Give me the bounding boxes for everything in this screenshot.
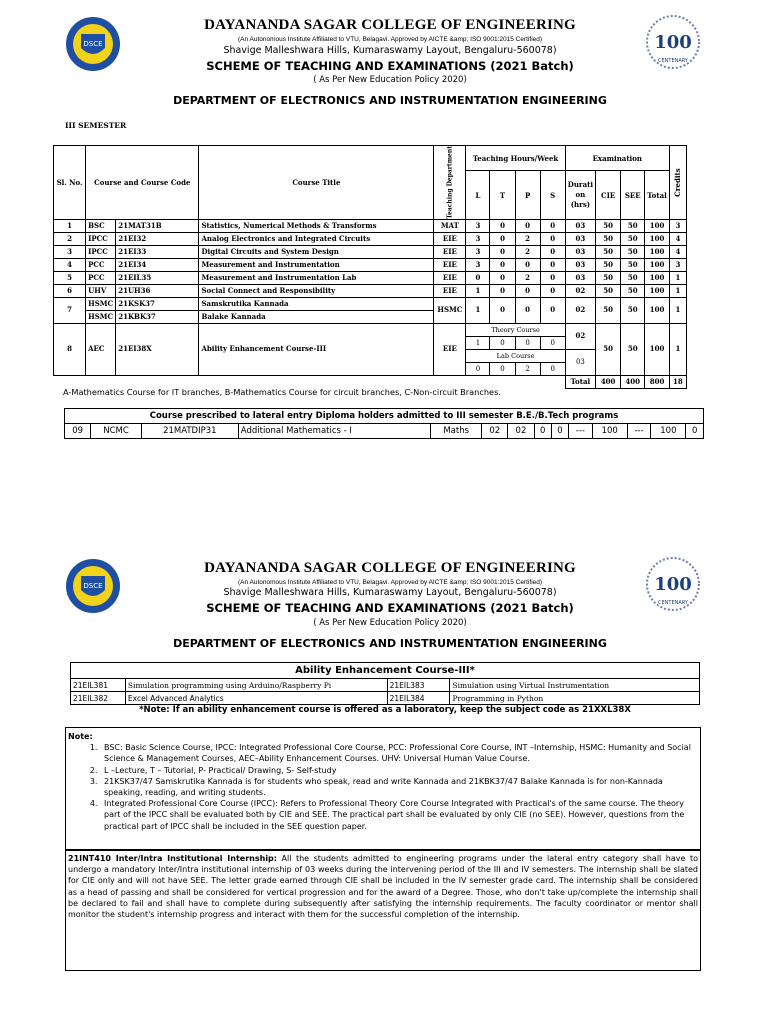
theory-P: 0 [515, 336, 540, 349]
department: DEPARTMENT OF ELECTRONICS AND INSTRUMENTATION ENGINEERING [173, 94, 607, 107]
row-P: 0 [515, 219, 540, 232]
lat-dept: Maths [431, 424, 482, 439]
row-type: HSMC [86, 297, 116, 310]
row-code: 21EI33 [116, 245, 199, 258]
lat-cie: 100 [592, 424, 627, 439]
aec-table [70, 662, 700, 705]
row-duration-theory: 02 [565, 323, 595, 349]
row-title: Measurement and Instrumentation [199, 258, 434, 271]
theory-label: Theory Course [466, 323, 565, 336]
policy: ( As Per New Education Policy 2020) [313, 75, 467, 85]
row-title: Ability Enhancement Course-III [199, 323, 434, 375]
total-label: Total [565, 375, 595, 388]
col-see: SEE [621, 171, 645, 220]
col-L: L [466, 171, 490, 220]
row-P: 2 [515, 271, 540, 284]
col-duration: Durati on (hrs) [565, 171, 595, 220]
scheme-row [54, 232, 687, 245]
note-item: 1. BSC: Basic Science Course, IPCC: Integrated Professional Core Course, PCC: Professional Core Course, INT –Internship, HSMC: Humanity and Social Science & Management Courses, AEC–Ability Enhancement Courses. UHV: Universal Human Value Course. [100, 742, 700, 764]
row-title: Balake Kannada [199, 310, 434, 323]
row-sl: 3 [54, 245, 86, 258]
row-see: 50 [621, 271, 645, 284]
row-credits: 3 [669, 219, 686, 232]
lateral-table [64, 408, 704, 439]
row-see: 50 [621, 232, 645, 245]
row-dept: EIE [434, 323, 466, 375]
scheme-row [54, 219, 687, 232]
centenary-number: 100 [654, 32, 692, 53]
col-sl: Sl. No. [54, 146, 86, 220]
col-teaching-dept: Teaching Department [434, 146, 466, 220]
row-credits: 1 [669, 297, 686, 323]
row-sl: 7 [54, 297, 86, 323]
row-type: AEC [86, 323, 116, 375]
row-sl: 6 [54, 284, 86, 297]
scheme-table [53, 145, 687, 389]
centenary-logo [645, 556, 701, 612]
row-T: 0 [490, 297, 515, 323]
logo-text: DSCE [83, 40, 103, 48]
row-T: 0 [490, 232, 515, 245]
row-L: 3 [466, 245, 490, 258]
row-dept: EIE [434, 232, 466, 245]
footnote: A-Mathematics Course for IT branches, B-Mathematics Course for circuit branches, C-Non-circuit Branches. [63, 387, 501, 397]
row-see: 50 [621, 284, 645, 297]
row-T: 0 [490, 271, 515, 284]
aec-course: Simulation using Virtual Instrumentation [450, 679, 700, 692]
centenary-number: 100 [654, 574, 692, 595]
row-code: 21KBK37 [116, 310, 199, 323]
affiliation: (An Autonomous Institute Affiliated to VTU, Belagavi. Approved by AICTE &amp; ISO 9001:2015 Certified) [237, 579, 543, 586]
row-type: IPCC [86, 232, 116, 245]
row-T: 0 [490, 284, 515, 297]
row-P: 2 [515, 245, 540, 258]
policy: ( As Per New Education Policy 2020) [313, 618, 467, 628]
college-name: DAYANANDA SAGAR COLLEGE OF ENGINEERING [204, 560, 576, 576]
row-cie: 50 [596, 297, 621, 323]
col-T: T [490, 171, 515, 220]
row-cie: 50 [596, 245, 621, 258]
row-title: Analog Electronics and Integrated Circuits [199, 232, 434, 245]
row-see: 50 [621, 297, 645, 323]
row-total: 100 [645, 297, 670, 323]
aec-course: Programming in Python [450, 692, 700, 705]
lab-label: Lab Course [466, 349, 565, 362]
row-type: PCC [86, 258, 116, 271]
row-total: 100 [645, 245, 670, 258]
row-duration: 02 [565, 284, 595, 297]
row-S: 0 [540, 284, 565, 297]
col-teaching-hours: Teaching Hours/Week [466, 146, 565, 171]
semester-label: III SEMESTER [65, 121, 127, 130]
col-total: Total [645, 171, 670, 220]
lat-S: 0 [551, 424, 568, 439]
scheme-title: SCHEME OF TEACHING AND EXAMINATIONS (2021 Batch) [206, 601, 574, 615]
note-item: 2. L –Lecture, T – Tutorial, P- Practical/ Drawing, S- Self-study [100, 765, 700, 776]
lab-P: 2 [515, 362, 540, 375]
lab-S: 0 [540, 362, 565, 375]
row-total: 100 [645, 284, 670, 297]
college-name: DAYANANDA SAGAR COLLEGE OF ENGINEERING [204, 17, 576, 33]
internship-text: All the students admitted to engineering programs under the lateral entry category shall have to undergo a mandatory Inter/Intra institutional internship of 03 weeks during the intervening period of the III and IV semesters. The internship shall be slated for CIE only and will not have SEE. The letter grade earned through CIE shall be included in the IV semester grade card. The internship shall be considered as a head of passing and shall be considered for vertical progression and for the award of a Degree. Those, who don't take up/complete the internship shall be declared to fail and shall have to complete during subsequently after satisfying the internship requirements. The faculty coordinator or mentor shall monitor the student's internship progress and interact with them for the successful completion of the internship. [68, 854, 698, 920]
internship-box [65, 850, 701, 971]
row-L: 3 [466, 219, 490, 232]
scheme-row [54, 271, 687, 284]
row-title: Social Connect and Responsibility [199, 284, 434, 297]
row-total: 100 [645, 271, 670, 284]
scheme-row [54, 258, 687, 271]
row-L: 0 [466, 271, 490, 284]
row-dept: MAT [434, 219, 466, 232]
row-title: Samskrutika Kannada [199, 297, 434, 310]
aec-title: Ability Enhancement Course-III* [71, 663, 700, 679]
lat-L: 02 [482, 424, 508, 439]
row-title: Measurement and Instrumentation Lab [199, 271, 434, 284]
notes-list [68, 742, 700, 832]
lat-T: 02 [508, 424, 534, 439]
row-S: 0 [540, 219, 565, 232]
address: Shavige Malleshwara Hills, Kumaraswamy Layout, Bengaluru-560078) [223, 587, 557, 598]
row-total: 100 [645, 219, 670, 232]
notes-title: Note: [68, 732, 93, 741]
lab-L: 0 [466, 362, 490, 375]
scheme-row [54, 284, 687, 297]
lat-see: --- [627, 424, 651, 439]
row-L: 3 [466, 258, 490, 271]
row-duration: 03 [565, 219, 595, 232]
row-sl: 8 [54, 323, 86, 375]
row-code: 21EI34 [116, 258, 199, 271]
row-duration: 03 [565, 245, 595, 258]
lat-dur: --- [569, 424, 593, 439]
row-S: 0 [540, 297, 565, 323]
col-credits: Credits [669, 146, 686, 220]
aec-course: Simulation programming using Arduino/Raspberry Pi [125, 679, 387, 692]
total-total: 800 [645, 375, 670, 388]
row-L: 1 [466, 297, 490, 323]
aec-code: 21EIL383 [387, 679, 450, 692]
col-cie: CIE [596, 171, 621, 220]
total-cie: 400 [596, 375, 621, 388]
row-duration: 02 [565, 297, 595, 323]
row-dept: EIE [434, 271, 466, 284]
note-item: 4. Integrated Professional Core Course (IPCC): Refers to Professional Theory Core Course Integrated with Practical's of the same course. The theory part of the IPCC shall be evaluated both by CIE and SEE. The practical part shall be evaluated by only CIE (no SEE). However, questions from the practical part of IPCC shall be included in the SEE question paper. [100, 798, 700, 832]
row-duration: 03 [565, 258, 595, 271]
total-see: 400 [621, 375, 645, 388]
row-total: 100 [645, 232, 670, 245]
row-dept: EIE [434, 258, 466, 271]
row-cie: 50 [596, 271, 621, 284]
row-code: 21EI38X [116, 323, 199, 375]
row-S: 0 [540, 232, 565, 245]
lat-sl: 09 [65, 424, 91, 439]
row-credits: 4 [669, 232, 686, 245]
theory-T: 0 [490, 336, 515, 349]
row-code: 21EI32 [116, 232, 199, 245]
row-cie: 50 [596, 219, 621, 232]
row-S: 0 [540, 245, 565, 258]
internship-title: 21INT410 Inter/Intra Institutional Internship: [68, 854, 277, 863]
college-logo [65, 558, 121, 614]
row-S: 0 [540, 271, 565, 284]
row-see: 50 [621, 219, 645, 232]
aec-course: Excel Advanced Analytics [125, 692, 387, 705]
col-course: Course and Course Code [86, 146, 199, 220]
row-code: 21UH36 [116, 284, 199, 297]
row-cie: 50 [596, 258, 621, 271]
address: Shavige Malleshwara Hills, Kumaraswamy Layout, Bengaluru-560078) [223, 45, 557, 56]
row-see: 50 [621, 323, 645, 375]
row-P: 2 [515, 232, 540, 245]
row-type: UHV [86, 284, 116, 297]
lat-credits: 0 [686, 424, 704, 439]
department: DEPARTMENT OF ELECTRONICS AND INSTRUMENTATION ENGINEERING [173, 637, 607, 650]
col-P: P [515, 171, 540, 220]
row-P: 0 [515, 258, 540, 271]
row-cie: 50 [596, 323, 621, 375]
row-sl: 1 [54, 219, 86, 232]
scheme-title: SCHEME OF TEACHING AND EXAMINATIONS (2021 Batch) [206, 59, 574, 73]
row-P: 0 [515, 284, 540, 297]
row-total: 100 [645, 258, 670, 271]
centenary-logo [645, 14, 701, 70]
lat-type: NCMC [91, 424, 142, 439]
centenary-label: CENTENARY [658, 600, 688, 606]
row-L: 1 [466, 284, 490, 297]
lat-P: 0 [534, 424, 551, 439]
aec-code: 21EIL381 [71, 679, 126, 692]
row-duration: 03 [565, 271, 595, 284]
centenary-label: CENTENARY [658, 58, 688, 64]
lateral-title: Course prescribed to lateral entry Diploma holders admitted to III semester B.E./B.Tech programs [65, 409, 704, 424]
row-title: Statistics, Numerical Methods & Transforms [199, 219, 434, 232]
lat-code: 21MATDIP31 [141, 424, 238, 439]
row-dept: EIE [434, 284, 466, 297]
row-T: 0 [490, 258, 515, 271]
col-title: Course Title [199, 146, 434, 220]
row-type: BSC [86, 219, 116, 232]
lat-title: Additional Mathematics - I [238, 424, 430, 439]
row-sl: 4 [54, 258, 86, 271]
theory-S: 0 [540, 336, 565, 349]
lat-total: 100 [651, 424, 686, 439]
theory-L: 1 [466, 336, 490, 349]
aec-code: 21EIL382 [71, 692, 126, 705]
row-type: HSMC [86, 310, 116, 323]
row-credits: 4 [669, 245, 686, 258]
row-dept: HSMC [434, 297, 466, 323]
row-code: 21MAT31B [116, 219, 199, 232]
lateral-row [65, 424, 704, 439]
row-L: 3 [466, 232, 490, 245]
row-type: IPCC [86, 245, 116, 258]
row-sl: 5 [54, 271, 86, 284]
row-code: 21KSK37 [116, 297, 199, 310]
scheme-row [54, 245, 687, 258]
row-see: 50 [621, 245, 645, 258]
row-title: Digital Circuits and System Design [199, 245, 434, 258]
row-duration-lab: 03 [565, 349, 595, 375]
row-P: 0 [515, 297, 540, 323]
row-sl: 2 [54, 232, 86, 245]
row-see: 50 [621, 258, 645, 271]
logo-text: DSCE [83, 582, 103, 590]
row-T: 0 [490, 219, 515, 232]
lab-T: 0 [490, 362, 515, 375]
row-total: 100 [645, 323, 670, 375]
college-logo [65, 16, 121, 72]
row-credits: 3 [669, 258, 686, 271]
row-credits: 1 [669, 271, 686, 284]
row-S: 0 [540, 258, 565, 271]
notes-box [65, 727, 701, 850]
row-code: 21EIL35 [116, 271, 199, 284]
note-item: 3. 21KSK37/47 Samskrutika Kannada is for students who speak, read and write Kannada and 21KBK37/47 Balake Kannada is for non-Kannada speaking, reading, and writing students. [100, 776, 700, 798]
affiliation: (An Autonomous Institute Affiliated to VTU, Belagavi. Approved by AICTE &amp; ISO 9001:2015 Certified) [237, 36, 543, 43]
row-T: 0 [490, 245, 515, 258]
row-type: PCC [86, 271, 116, 284]
aec-note: *Note: If an ability enhancement course is offered as a laboratory, keep the subject code as 21XXL38X [139, 705, 631, 715]
row-credits: 1 [669, 323, 686, 375]
col-examination: Examination [565, 146, 669, 171]
row-credits: 1 [669, 284, 686, 297]
row-cie: 50 [596, 284, 621, 297]
row-cie: 50 [596, 232, 621, 245]
row-duration: 03 [565, 232, 595, 245]
row-dept: EIE [434, 245, 466, 258]
col-S: S [540, 171, 565, 220]
aec-code: 21EIL384 [387, 692, 450, 705]
total-credits: 18 [669, 375, 686, 388]
